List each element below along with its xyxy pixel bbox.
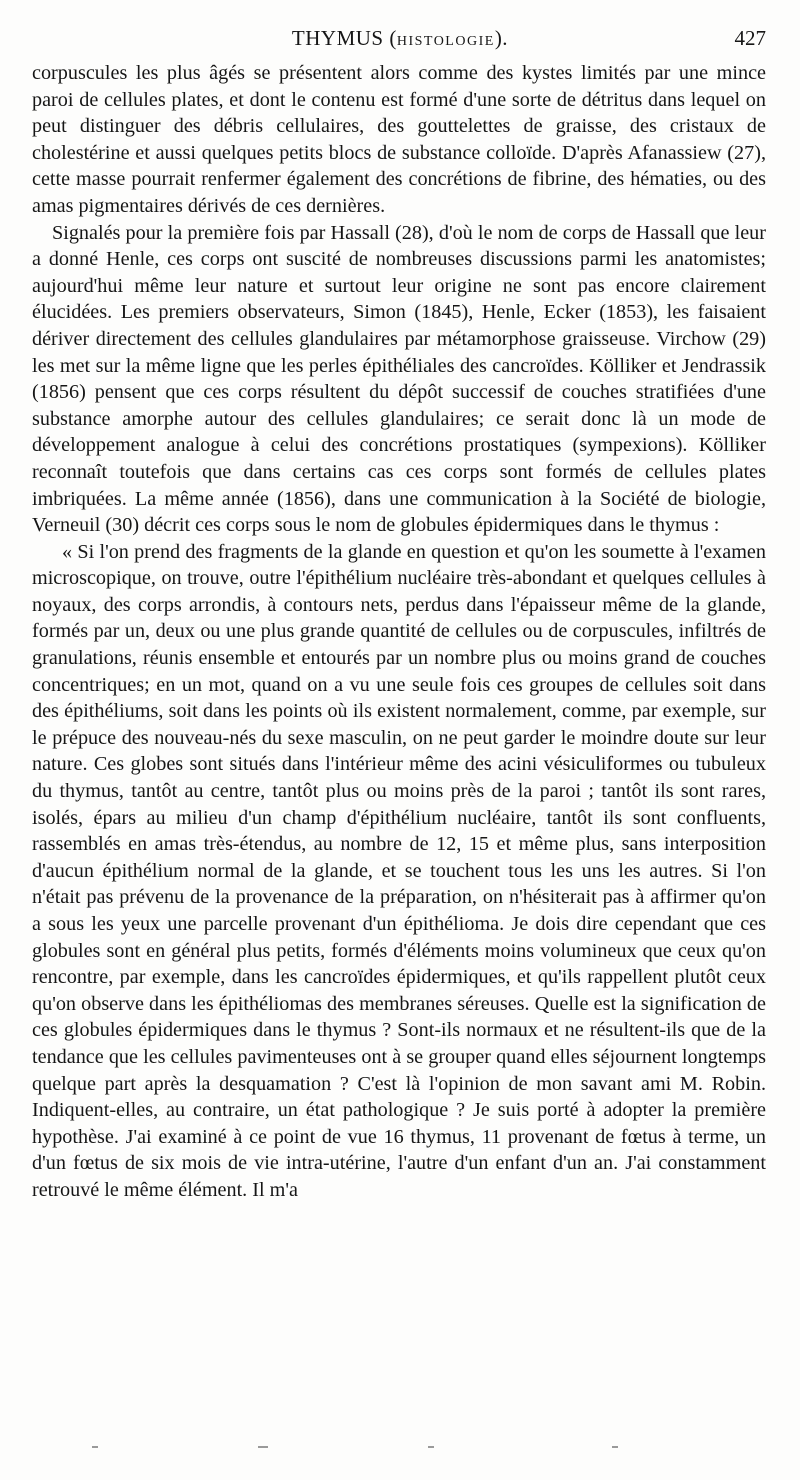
running-title [32,26,768,51]
print-speck [92,1446,98,1448]
paragraph-continuation: corpuscules les plus âgés se présentent alors comme des kystes limités par une mince paroi de cellules plates, et dont le contenu est formé d'une sorte de détritus dans lequel on peut distinguer des débris cellulaires, des gouttelettes de graisse, des cristaux de cholestérine et aussi quelques petits blocs de substance colloïde. D'après Afanassiew (27), cette masse pourrait renfermer également des concrétions de fibrine, des hématies, ou des amas pigmentaires dérivés de ces dernières. [32,62,766,217]
print-speck [428,1446,434,1448]
page-number: 427 [734,26,766,50]
paragraph-verneuil-quote: « Si l'on prend des fragments de la glande en question et qu'on les soumette à l'examen microscopique, on trouve, outre l'épithélium nucléaire très-abondant et quelques cellules à noyaux, des corps arrondis, à contours nets, perdus dans l'épaisseur même de la glande, formés par un, deux ou une plus grande quantité de cellules ou de corpuscules, infiltrés de granulations, réunis ensemble et entourés par un nombre plus ou moins grand de couches concentriques; en un mot, quand on a vu une seule fois ces groupes de cellules soit dans des épithéliums, soit dans les points où ils existent normalement, comme, par exemple, sur le prépuce des nouveau-nés du sexe masculin, on ne peut garder le moindre doute sur leur nature. Ces globes sont situés dans l'intérieur même des acini vésiculiformes ou tubuleux du thymus, tantôt au centre, tantôt plus ou moins près de la paroi ; tantôt ils sont rares, isolés, épars au milieu d'un champ d'épithélium nucléaire, tantôt ils sont confluents, rassemblés en amas très-étendus, au nombre de 12, 15 et même plus, sans interposition d'aucun épithélium normal de la glande, et se touchent tous les uns les autres. Si l'on n'était pas prévenu de la provenance de la préparation, on n'hésiterait pas à affirmer qu'on a sous les yeux une parcelle provenant d'un épithélioma. Je dois dire cependant que ces globules sont en général plus petits, formés d'éléments moins volumineux que ceux qu'on rencontre, par exemple, dans les cancroïdes épidermiques, et qu'ils rappellent plutôt ceux qu'on observe dans les épithéliomas des membranes séreuses. Quelle est la signification de ces globules épidermiques dans le thymus ? Sont-ils normaux et ne résultent-ils que de la tendance que les cellules pavimenteuses ont à se grouper quand elles séjournent longtemps quelque part après la desquamation ? C'est là l'opinion de mon savant ami M. Robin. Indiquent-elles, au contraire, un état pathologique ? Je suis porté à adopter la première hypothèse. J'ai examiné à ce point de vue 16 thymus, 11 provenant de fœtus à terme, un d'un fœtus de six mois de vie intra-utérine, l'autre d'un enfant d'un an. J'ai constamment retrouvé le même élément. Il m'a [32,540,766,1201]
running-head [32,26,768,56]
running-title-main: THYMUS ( [291,26,397,50]
paragraph-hassall-bodies: Signalés pour la première fois par Hassall (28), d'où le nom de corps de Hassall que leur a donné Henle, ces corps ont suscité de nombreuses discussions parmi les anatomistes; aujourd'hui même leur nature et surtout leur origine ne sont pas encore clairement élucidées. Les premiers observateurs, Simon (1845), Henle, Ecker (1853), les faisaient dériver directement des cellules glandulaires par métamorphose graisseuse. Virchow (29) les met sur la même ligne que les perles épithéliales des cancroïdes. Kölliker et Jendrassik (1856) pensent que ces corps résultent du dépôt successif de couches stratifiées d'une substance amorphe autour des cellules glandulaires; ce serait donc là un mode de développement analogue à celui des concrétions prostatiques (sympexions). Kölliker reconnaît toutefois que dans certains cas ces corps sont formés de cellules plates imbriquées. La même année (1856), dans une communication à la Société de biologie, Verneuil (30) décrit ces corps sous le nom de globules épidermiques dans le thymus : [32,221,766,537]
print-speck [258,1446,268,1448]
running-title-subject: HISTOLOGIE [396,34,495,49]
running-title-close: ). [494,26,509,50]
body-text [32,60,766,1204]
print-speck [612,1446,618,1448]
